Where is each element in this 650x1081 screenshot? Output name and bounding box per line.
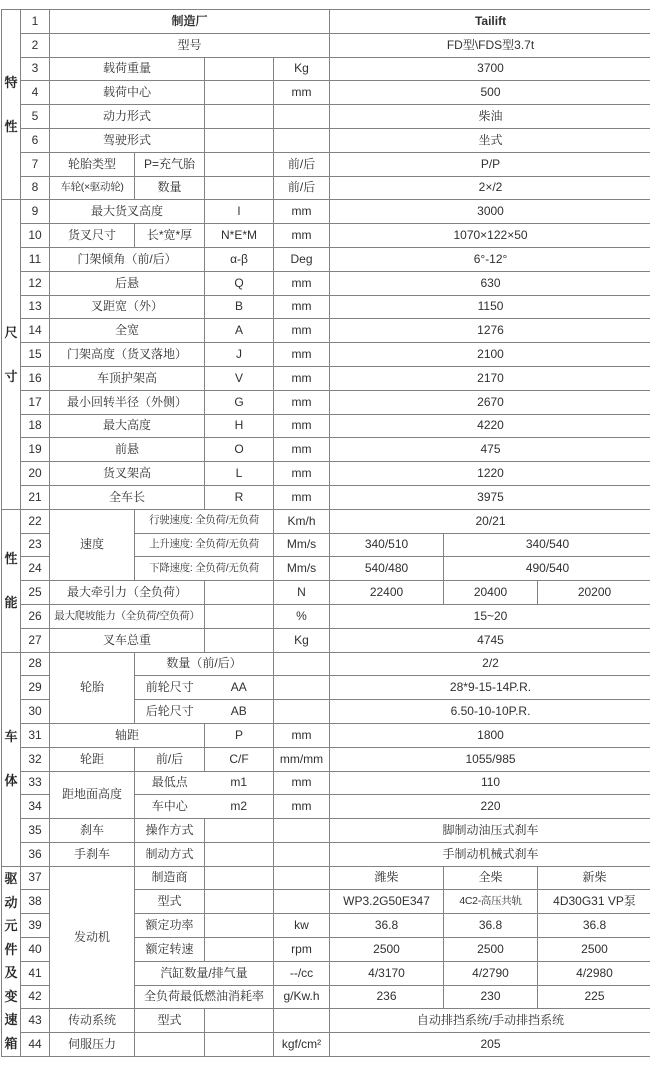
spec-cell: 动力形式 [50, 105, 205, 129]
spec-cell: mm [274, 295, 330, 319]
row-number: 40 [21, 938, 50, 962]
row-number: 1 [21, 10, 50, 34]
spec-cell [205, 1009, 274, 1033]
spec-cell: 额定转速 [135, 938, 205, 962]
spec-cell: 后轮尺寸 [135, 700, 205, 724]
spec-cell: 2500 [444, 938, 538, 962]
spec-cell: 3700 [330, 57, 650, 81]
table-row [2, 271, 650, 295]
spec-cell: 手刹车 [50, 842, 135, 866]
row-number: 18 [21, 414, 50, 438]
row-number: 14 [21, 319, 50, 343]
spec-cell: 110 [330, 771, 650, 795]
spec-cell: 制动方式 [135, 842, 205, 866]
spec-cell: 20200 [538, 581, 650, 605]
table-row [2, 842, 650, 866]
spec-cell: % [274, 604, 330, 628]
spec-cell: 长*宽*厚 [135, 224, 205, 248]
spec-cell: 全宽 [50, 319, 205, 343]
spec-cell: 1220 [330, 462, 650, 486]
table-row [2, 128, 650, 152]
table-row [2, 652, 650, 676]
spec-cell: P=充气胎 [135, 152, 205, 176]
spec-cell: V [205, 366, 274, 390]
row-number: 27 [21, 628, 50, 652]
spec-cell: mm [274, 795, 330, 819]
spec-cell: 货叉架高 [50, 462, 205, 486]
spec-cell: 型式 [135, 1009, 205, 1033]
spec-cell: 载荷重量 [50, 57, 205, 81]
table-row [2, 485, 650, 509]
row-number: 41 [21, 961, 50, 985]
spec-cell [274, 105, 330, 129]
spec-cell: kgf/cm² [274, 1033, 330, 1057]
spec-cell: 4/2790 [444, 961, 538, 985]
spec-cell: 操作方式 [135, 819, 205, 843]
spec-cell: Km/h [274, 509, 330, 533]
row-number: 16 [21, 366, 50, 390]
spec-cell: FD型\FDS型3.7t [330, 33, 650, 57]
table-row [2, 1009, 650, 1033]
spec-cell: 最大高度 [50, 414, 205, 438]
spec-cell [205, 890, 274, 914]
spec-cell: 驾驶形式 [50, 128, 205, 152]
spec-cell [274, 819, 330, 843]
spec-cell: 车顶护架高 [50, 366, 205, 390]
spec-cell: 1055/985 [330, 747, 650, 771]
row-number: 38 [21, 890, 50, 914]
table-row [2, 604, 650, 628]
row-number: 42 [21, 985, 50, 1009]
spec-cell: mm [274, 438, 330, 462]
spec-cell: 20400 [444, 581, 538, 605]
row-number: 34 [21, 795, 50, 819]
spec-cell: 新柴 [538, 866, 650, 890]
spec-cell: 传动系统 [50, 1009, 135, 1033]
row-number: 13 [21, 295, 50, 319]
table-row [2, 1033, 650, 1057]
row-number: 23 [21, 533, 50, 557]
row-number: 8 [21, 176, 50, 200]
table-row [2, 152, 650, 176]
spec-cell: 全柴 [444, 866, 538, 890]
table-row [2, 10, 650, 34]
row-number: 32 [21, 747, 50, 771]
spec-cell: 2/2 [330, 652, 650, 676]
spec-cell: m1 [205, 771, 274, 795]
spec-cell: 2500 [538, 938, 650, 962]
spec-cell: 轮胎类型 [50, 152, 135, 176]
spec-cell [205, 938, 274, 962]
spec-cell [205, 914, 274, 938]
spec-cell: 叉距宽（外） [50, 295, 205, 319]
spec-cell: 伺服压力 [50, 1033, 135, 1057]
spec-cell: mm [274, 200, 330, 224]
table-row [2, 224, 650, 248]
table-row [2, 414, 650, 438]
spec-cell: mm/mm [274, 747, 330, 771]
table-row [2, 366, 650, 390]
table-row [2, 819, 650, 843]
row-number: 31 [21, 723, 50, 747]
spec-cell: Kg [274, 57, 330, 81]
spec-cell: mm [274, 462, 330, 486]
table-row [2, 33, 650, 57]
spec-cell: 前悬 [50, 438, 205, 462]
spec-cell: kw [274, 914, 330, 938]
spec-cell [205, 81, 274, 105]
spec-cell [205, 105, 274, 129]
spec-cell: α-β [205, 247, 274, 271]
spec-cell: 490/540 [444, 557, 650, 581]
spec-cell [274, 676, 330, 700]
table-row [2, 509, 650, 533]
spec-cell: 1800 [330, 723, 650, 747]
category-label: 尺寸 [2, 200, 21, 509]
spec-cell: 全车长 [50, 485, 205, 509]
spec-cell: 6°-12° [330, 247, 650, 271]
spec-cell: Mm/s [274, 557, 330, 581]
table-row [2, 438, 650, 462]
spec-cell: 脚制动油压式刹车 [330, 819, 650, 843]
spec-cell: 轮胎 [50, 652, 135, 723]
spec-cell: 2100 [330, 343, 650, 367]
row-number: 30 [21, 700, 50, 724]
row-number: 9 [21, 200, 50, 224]
table-row [2, 81, 650, 105]
row-number: 7 [21, 152, 50, 176]
spec-cell: 前轮尺寸 [135, 676, 205, 700]
spec-cell [205, 628, 274, 652]
spec-cell: 6.50-10-10P.R. [330, 700, 650, 724]
spec-cell: 叉车总重 [50, 628, 205, 652]
table-row [2, 319, 650, 343]
spec-cell [135, 1033, 205, 1057]
row-number: 4 [21, 81, 50, 105]
spec-cell: 行驶速度: 全负荷/无负荷 [135, 509, 274, 533]
spec-cell: A [205, 319, 274, 343]
spec-cell: 2500 [330, 938, 444, 962]
spec-cell: 1276 [330, 319, 650, 343]
row-number: 2 [21, 33, 50, 57]
spec-cell: l [205, 200, 274, 224]
spec-cell: G [205, 390, 274, 414]
spec-cell: 4220 [330, 414, 650, 438]
spec-cell: mm [274, 319, 330, 343]
spec-cell: 全负荷最低燃油消耗率 [135, 985, 274, 1009]
spec-cell: 2×/2 [330, 176, 650, 200]
spec-cell: 236 [330, 985, 444, 1009]
spec-cell: 2170 [330, 366, 650, 390]
spec-cell: 4/2980 [538, 961, 650, 985]
spec-cell: 4C2-高压共轨 [444, 890, 538, 914]
row-number: 24 [21, 557, 50, 581]
spec-cell: 630 [330, 271, 650, 295]
spec-cell: P/P [330, 152, 650, 176]
spec-cell: 4/3170 [330, 961, 444, 985]
row-number: 36 [21, 842, 50, 866]
table-row [2, 462, 650, 486]
spec-cell: 20/21 [330, 509, 650, 533]
spec-cell [205, 1033, 274, 1057]
spec-cell: 1150 [330, 295, 650, 319]
spec-cell: 前/后 [274, 152, 330, 176]
table-row [2, 176, 650, 200]
spec-cell: Deg [274, 247, 330, 271]
spec-cell [205, 866, 274, 890]
table-row [2, 57, 650, 81]
spec-cell: 22400 [330, 581, 444, 605]
spec-cell: 220 [330, 795, 650, 819]
spec-cell [205, 604, 274, 628]
row-number: 17 [21, 390, 50, 414]
spec-cell: J [205, 343, 274, 367]
spec-cell: 柴油 [330, 105, 650, 129]
row-number: 37 [21, 866, 50, 890]
spec-cell: 车中心 [135, 795, 205, 819]
spec-cell: 轴距 [50, 723, 205, 747]
row-number: 25 [21, 581, 50, 605]
spec-cell: 340/540 [444, 533, 650, 557]
row-number: 6 [21, 128, 50, 152]
spec-cell [274, 842, 330, 866]
spec-cell: 前/后 [274, 176, 330, 200]
spec-cell [274, 700, 330, 724]
spec-cell [205, 128, 274, 152]
spec-cell [205, 57, 274, 81]
spec-cell: 速度 [50, 509, 135, 580]
row-number: 28 [21, 652, 50, 676]
spec-cell: 数量（前/后） [135, 652, 274, 676]
spec-cell: 汽缸数量/排气量 [135, 961, 274, 985]
spec-cell: 最大货叉高度 [50, 200, 205, 224]
row-number: 35 [21, 819, 50, 843]
row-number: 3 [21, 57, 50, 81]
table-row [2, 247, 650, 271]
spec-cell: 500 [330, 81, 650, 105]
spec-cell: N [274, 581, 330, 605]
spec-cell: 1070×122×50 [330, 224, 650, 248]
spec-cell: L [205, 462, 274, 486]
spec-cell: 36.8 [330, 914, 444, 938]
spec-cell: 发动机 [50, 866, 135, 1009]
spec-cell: 340/510 [330, 533, 444, 557]
spec-cell [274, 1009, 330, 1033]
spec-cell: 3000 [330, 200, 650, 224]
spec-cell: 475 [330, 438, 650, 462]
spec-cell: Mm/s [274, 533, 330, 557]
category-label: 驱动元件及变速箱 [2, 866, 21, 1056]
category-label: 性能 [2, 509, 21, 652]
table-row [2, 771, 650, 795]
spec-cell: 潍柴 [330, 866, 444, 890]
spec-cell: R [205, 485, 274, 509]
spec-cell: 2670 [330, 390, 650, 414]
row-number: 44 [21, 1033, 50, 1057]
spec-cell: 4745 [330, 628, 650, 652]
spec-cell: AB [205, 700, 274, 724]
spec-cell [205, 581, 274, 605]
spec-table [1, 9, 650, 1057]
spec-cell: 车轮(×驱动轮) [50, 176, 135, 200]
spec-cell: Tailift [330, 10, 650, 34]
spec-cell: Q [205, 271, 274, 295]
spec-cell: 数量 [135, 176, 205, 200]
spec-cell: mm [274, 771, 330, 795]
spec-cell [205, 842, 274, 866]
spec-cell: mm [274, 723, 330, 747]
row-number: 20 [21, 462, 50, 486]
row-number: 10 [21, 224, 50, 248]
spec-cell: N*E*M [205, 224, 274, 248]
table-row [2, 343, 650, 367]
table-row [2, 581, 650, 605]
table-row [2, 628, 650, 652]
row-number: 21 [21, 485, 50, 509]
row-number: 39 [21, 914, 50, 938]
spec-cell: H [205, 414, 274, 438]
row-number: 43 [21, 1009, 50, 1033]
spec-cell: 225 [538, 985, 650, 1009]
spec-cell: 货叉尺寸 [50, 224, 135, 248]
table-row [2, 200, 650, 224]
row-number: 19 [21, 438, 50, 462]
spec-cell: WP3.2G50E347 [330, 890, 444, 914]
spec-cell: 自动排挡系统/手动排挡系统 [330, 1009, 650, 1033]
spec-cell: 门架高度（货叉落地） [50, 343, 205, 367]
spec-cell [205, 819, 274, 843]
spec-cell: 36.8 [538, 914, 650, 938]
row-number: 22 [21, 509, 50, 533]
spec-cell: P [205, 723, 274, 747]
row-number: 5 [21, 105, 50, 129]
spec-cell: 制造厂 [50, 10, 330, 34]
spec-cell: 后悬 [50, 271, 205, 295]
spec-cell: 4D30G31 VP泵 [538, 890, 650, 914]
spec-cell: 最小回转半径（外侧） [50, 390, 205, 414]
spec-cell: 距地面高度 [50, 771, 135, 819]
spec-cell: 28*9-15-14P.R. [330, 676, 650, 700]
row-number: 26 [21, 604, 50, 628]
spec-cell: rpm [274, 938, 330, 962]
spec-cell: mm [274, 271, 330, 295]
spec-cell: mm [274, 224, 330, 248]
spec-cell: B [205, 295, 274, 319]
row-number: 33 [21, 771, 50, 795]
category-label: 车体 [2, 652, 21, 866]
spec-cell: AA [205, 676, 274, 700]
spec-cell: O [205, 438, 274, 462]
category-label: 特性 [2, 10, 21, 200]
spec-cell: 刹车 [50, 819, 135, 843]
spec-cell: 型式 [135, 890, 205, 914]
spec-cell: 型号 [50, 33, 330, 57]
spec-cell: 最大爬坡能力（全负荷/空负荷） [50, 604, 205, 628]
spec-cell: 36.8 [444, 914, 538, 938]
spec-cell: 最低点 [135, 771, 205, 795]
table-row [2, 723, 650, 747]
spec-cell: 制造商 [135, 866, 205, 890]
spec-cell: mm [274, 485, 330, 509]
spec-cell: 上升速度: 全负荷/无负荷 [135, 533, 274, 557]
spec-cell: 下降速度: 全负荷/无负荷 [135, 557, 274, 581]
row-number: 11 [21, 247, 50, 271]
row-number: 12 [21, 271, 50, 295]
spec-cell: mm [274, 390, 330, 414]
row-number: 29 [21, 676, 50, 700]
spec-cell: 手制动机械式刹车 [330, 842, 650, 866]
row-number: 15 [21, 343, 50, 367]
spec-cell: mm [274, 81, 330, 105]
spec-cell: mm [274, 414, 330, 438]
spec-cell: 轮距 [50, 747, 135, 771]
table-row [2, 390, 650, 414]
spec-cell [274, 890, 330, 914]
spec-cell [274, 128, 330, 152]
spec-cell: Kg [274, 628, 330, 652]
spec-cell: 额定功率 [135, 914, 205, 938]
spec-cell: 载荷中心 [50, 81, 205, 105]
spec-cell [205, 176, 274, 200]
spec-cell: mm [274, 343, 330, 367]
spec-cell: mm [274, 366, 330, 390]
spec-cell: m2 [205, 795, 274, 819]
table-row [2, 105, 650, 129]
spec-cell: 540/480 [330, 557, 444, 581]
table-row [2, 866, 650, 890]
spec-cell: 最大牵引力（全负荷） [50, 581, 205, 605]
table-row [2, 295, 650, 319]
spec-cell [205, 152, 274, 176]
spec-cell: 15~20 [330, 604, 650, 628]
spec-cell: g/Kw.h [274, 985, 330, 1009]
table-row [2, 747, 650, 771]
spec-cell: 门架倾角（前/后） [50, 247, 205, 271]
spec-cell: --/cc [274, 961, 330, 985]
spec-cell: 230 [444, 985, 538, 1009]
spec-cell [274, 652, 330, 676]
spec-cell: C/F [205, 747, 274, 771]
spec-cell: 坐式 [330, 128, 650, 152]
spec-cell: 3975 [330, 485, 650, 509]
spec-cell: 前/后 [135, 747, 205, 771]
spec-cell [274, 866, 330, 890]
spec-cell: 205 [330, 1033, 650, 1057]
